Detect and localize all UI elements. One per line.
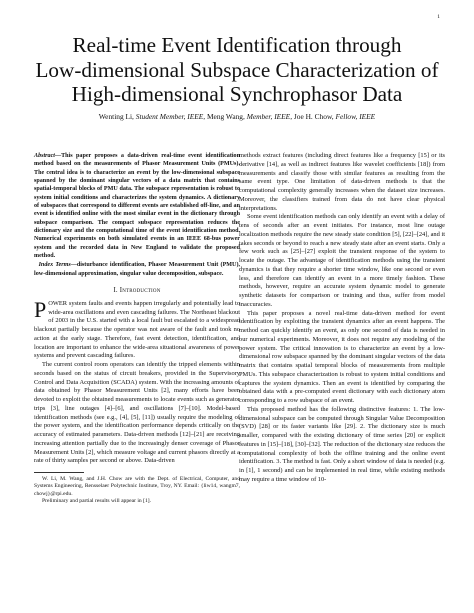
title-line: High-dimensional Synchrophasor Data (71, 82, 403, 106)
index-terms-text: disturbance identification, Phasor Measurement Unit (PMU), low-dimensional approximation, singular value decomposition, subspace. (34, 262, 240, 277)
body-paragraph: This paper proposes a novel real-time data-driven method for event identification by exploiting the transient dynamics after an event happens. The method can quickly identify an event, as only one second of data is needed in our numerical experiments. Moreover, it does not require any modeling of the power system. The critical innovation is to characterize an event by a low-dimensional row subspace spanned by the dominant singular vectors of the data matrix that contains spatial temporal blocks of measurements from multiple PMUs. This subspace characterization is robust to system initial conditions and captures the system dynamics. Then an event is identified by comparing the obtained data with a pre-computed event dictionary with each dictionary atom corresponding to a row subspace of an event. (239, 309, 445, 404)
title-line: Low-dimensional Subspace Characterization of (35, 57, 439, 82)
index-terms-lead: Index Terms (38, 262, 71, 269)
abstract: Abstract—This paper proposes a data-driven real-time event identification method based on the measurements of Phasor Measurement Units (PMUs). The central idea is to characterize an event by the low-dimensional subspace spanned by the dominant singular vectors of a data matrix that contains spatial-temporal blocks of PMU data. The subspace representation is robust to system initial conditions and characterizes the system dynamics. A dictionary of subspaces that correspond to different events are established off-line, and an event is identified online with the most similar event in the dictionary through subspace comparison. The compact subspace representation reduces the dictionary size and the computational time of the event identification method. Numerical experiments on both simulated events in an IEEE 68-bus power system and the recorded data in New England to validate the proposed method. (34, 153, 240, 260)
body-paragraph: Some event identification methods can only identify an event with a delay of tens of seconds after an event initiates. For instance, most line outage localization methods require the new steady state condition [5], [22]–[24], and it takes seconds or beyond to reach a new steady state after an event starts. Only a few work such as [25]–[27] exploit the transient response of the system to locate the outage. The advantage of identification methods using the transient dynamics is that they require a shorter time window, like one second or even less, and therefore can identify an event in a more timely fashion. These methods, however, require an accurate system dynamic model to generate synthetic datasets for comparison or training and thus, suffer from model inaccuracies. (239, 213, 445, 308)
abstract-text: This paper proposes a data-driven real-time event identification method based on the measurements of Phasor Measurement Units (PMUs). The central idea is to characterize an event by the low-dimensional subspace spanned by the dominant singular vectors of a data matrix that contains spatial-temporal blocks of PMU data. The subspace representation is robust to system initial conditions and characterizes the system dynamics. A dictionary of subspaces that correspond to different events are established off-line, and an event is identified online with the most similar event in the dictionary through subspace comparison. The compact subspace representation reduces the dictionary size and the computational time of the event identification method. Numerical experiments on both simulated events in an IEEE 68-bus power system and the recorded data in New England to validate the proposed method. (34, 153, 240, 260)
abstract-lead: Abstract (34, 153, 55, 159)
paragraph-text: OWER system faults and events happen irregularly and potentially lead to wide-area oscillations and even cascading failures. The Northeast blackout of 2003 in the U.S. started with a local fault but escalated to a widespread blackout partially because the operator was not aware of the fault and took no action at the early stage. Therefore, fast event detection, identification, and location are important to enhance the wide-area situational awareness of power systems and prevent cascading failures. (34, 299, 240, 360)
title-line: Real-time Event Identification through (72, 33, 402, 57)
paper-title (20, 33, 454, 107)
right-column (239, 152, 445, 485)
body-paragraph: This proposed method has the following distinctive features: 1. The low-dimensional subspace can be computed through Singular Value Decomposition (SVD) [28] or its faster variants like [29]. 2. The dictionary size is much smaller, compared with the existing dictionary of time series [20] or explicit features in [15]–[18], [30]–[32]. The reduction of the dictionary size reduces the computational complexity of both the offline training and the online event identification. 3. The method is fast. Only a short window of data is needed (e.g. in [1], 1 second) and can be implemented in real time, while existing methods may require a time window of 10- (239, 405, 445, 483)
drop-cap: P (34, 296, 47, 322)
page-number: 1 (437, 14, 440, 20)
footnote: Preliminary and partial results will appear in [1]. (42, 497, 152, 504)
index-terms: Index Terms—disturbance identification, Phasor Measurement Unit (PMU), low-dimensional approximation, singular value decomposition, subspace. (34, 262, 240, 277)
footnote: W. Li, M. Wang, and J.H. Chow are with the Dept. of Electrical, Computer, and Systems Engineering, Rensselaer Polytechnic Institute, Troy, NY. Email: {liw14, wangm7, chowj}@rpi.edu. (34, 476, 240, 497)
section-heading: I. Introduction (113, 287, 161, 295)
author-line: Wenting Li, Student Member, IEEE, Meng Wang, Member, IEEE, Joe H. Chow, Fellow, IEEE (98, 112, 376, 121)
body-paragraph: methods extract features (including direct features like a frequency [15] or its derivative [14], as well as indirect features like wavelet coefficients [18]) from measurements and classify those with similar features as resulting from the same event type. One limitation of data-driven methods is that the computational complexity generally increases when the dataset size increases. Moreover, the classifiers trained from data do not have clear physical interpretations. (239, 152, 445, 212)
body-paragraph (34, 296, 240, 361)
body-paragraph: The current control room operators can identify the tripped elements within seconds based on the status of circuit breakers, provided in the Supervisory Control and Data Acquisition (SCADA) system. With the increasing amounts of data obtained by Phasor Measurement Units [2], many efforts have been devoted to exploit the obtained measurements to locate events such as generator trips [3], line outages [4]–[6], and oscillations [7]–[10]. Model-based identification methods (see e.g., [4], [5], [11]) usually require the modeling of the power system, and the identification performance depends critically on the accuracy of estimated parameters. Data-driven methods [12]–[21] are receiving increasing attention partially due to the increasingly denser coverage of Phasor Measurement Units [2], which measure voltage and current phasors directly at a rate of thirty samples per second or above. Data-driven (34, 361, 240, 465)
left-column (34, 152, 240, 505)
footnote-divider (34, 472, 84, 473)
